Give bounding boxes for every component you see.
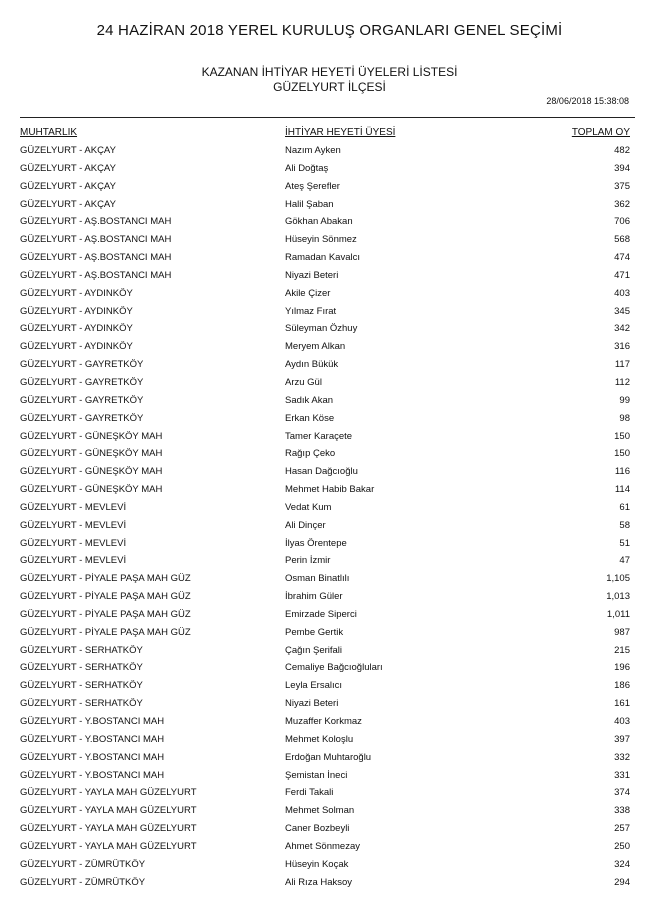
cell-uye: Ramadan Kavalcı xyxy=(285,252,360,264)
cell-uye: Çağın Şerifali xyxy=(285,644,343,656)
cell-toplam-oy: 324 xyxy=(614,858,630,870)
report-timestamp: 28/06/2018 15:38:08 xyxy=(546,96,629,106)
cell-uye: Erkan Köse xyxy=(285,412,335,424)
cell-muhtarlik: GÜZELYURT - GAYRETKÖY xyxy=(20,394,144,406)
table-row xyxy=(20,285,630,303)
cell-toplam-oy: 116 xyxy=(614,466,630,478)
cell-muhtarlik: GÜZELYURT - PİYALE PAŞA MAH GÜZ xyxy=(20,573,191,585)
table-row xyxy=(20,677,630,695)
cell-muhtarlik: GÜZELYURT - SERHATKÖY xyxy=(20,698,143,710)
cell-muhtarlik: GÜZELYURT - YAYLA MAH GÜZELYURT xyxy=(20,823,197,835)
cell-uye: Mehmet Solman xyxy=(285,805,355,817)
cell-uye: Halil Şaban xyxy=(285,198,334,210)
cell-uye: Ferdi Takali xyxy=(285,787,334,799)
cell-muhtarlik: GÜZELYURT - GÜNEŞKÖY MAH xyxy=(20,484,163,496)
table-row xyxy=(20,695,630,713)
cell-toplam-oy: 150 xyxy=(614,448,630,460)
cell-uye: Ali Dinçer xyxy=(285,519,326,531)
cell-toplam-oy: 186 xyxy=(614,680,630,692)
cell-uye: Vedat Kum xyxy=(285,501,332,513)
cell-uye: Akile Çizer xyxy=(285,287,331,299)
cell-muhtarlik: GÜZELYURT - PİYALE PAŞA MAH GÜZ xyxy=(20,626,191,638)
cell-toplam-oy: 61 xyxy=(619,501,630,513)
cell-toplam-oy: 474 xyxy=(614,252,630,264)
column-header-oy: TOPLAM OY xyxy=(571,127,630,138)
cell-uye: Arzu Gül xyxy=(285,376,322,388)
cell-toplam-oy: 161 xyxy=(614,698,630,710)
cell-toplam-oy: 362 xyxy=(614,198,630,210)
results-table xyxy=(20,142,630,891)
cell-uye: Ahmet Sönmezay xyxy=(285,840,360,852)
cell-muhtarlik: GÜZELYURT - SERHATKÖY xyxy=(20,644,143,656)
table-row xyxy=(20,178,630,196)
table-row xyxy=(20,320,630,338)
cell-toplam-oy: 112 xyxy=(614,376,630,388)
cell-toplam-oy: 482 xyxy=(614,145,630,156)
cell-uye: Hüseyin Sönmez xyxy=(285,234,357,246)
table-row xyxy=(20,160,630,178)
table-row xyxy=(20,588,630,606)
column-header-uye: İHTİYAR HEYETİ ÜYESİ xyxy=(285,127,396,138)
cell-uye: Emirzade Siperci xyxy=(285,608,357,620)
cell-muhtarlik: GÜZELYURT - Y.BOSTANCI MAH xyxy=(20,769,165,781)
table-row xyxy=(20,856,630,874)
cell-toplam-oy: 332 xyxy=(614,751,630,763)
cell-uye: Meryem Alkan xyxy=(285,341,346,353)
cell-toplam-oy: 316 xyxy=(614,341,630,353)
cell-uye: Ali Rıza Haksoy xyxy=(285,876,353,888)
table-row xyxy=(20,267,630,285)
cell-muhtarlik: GÜZELYURT - Y.BOSTANCI MAH xyxy=(20,733,165,745)
cell-toplam-oy: 98 xyxy=(619,412,630,424)
table-row xyxy=(20,499,630,517)
cell-toplam-oy: 397 xyxy=(614,733,630,745)
cell-muhtarlik: GÜZELYURT - GAYRETKÖY xyxy=(20,412,144,424)
cell-muhtarlik: GÜZELYURT - MEVLEVİ xyxy=(20,501,127,513)
cell-toplam-oy: 47 xyxy=(619,555,630,567)
cell-muhtarlik: GÜZELYURT - PİYALE PAŞA MAH GÜZ xyxy=(20,608,191,620)
table-row xyxy=(20,517,630,535)
cell-muhtarlik: GÜZELYURT - Y.BOSTANCI MAH xyxy=(20,751,165,763)
table-row xyxy=(20,802,630,820)
table-row xyxy=(20,552,630,570)
cell-uye: Yılmaz Fırat xyxy=(285,305,337,317)
cell-uye: Muzaffer Korkmaz xyxy=(285,716,362,727)
table-row xyxy=(20,749,630,767)
table-row xyxy=(20,249,630,267)
cell-uye: Pembe Gertik xyxy=(285,626,344,638)
cell-uye: Gökhan Abakan xyxy=(285,216,353,228)
table-row xyxy=(20,445,630,463)
cell-toplam-oy: 342 xyxy=(614,323,630,335)
cell-muhtarlik: GÜZELYURT - MEVLEVİ xyxy=(20,519,127,531)
cell-uye: Mehmet Habib Bakar xyxy=(285,484,375,496)
header-divider xyxy=(20,117,635,118)
table-row xyxy=(20,374,630,392)
cell-muhtarlik: GÜZELYURT - YAYLA MAH GÜZELYURT xyxy=(20,787,197,799)
table-row xyxy=(20,213,630,231)
cell-uye: İbrahim Güler xyxy=(285,591,343,603)
cell-toplam-oy: 375 xyxy=(614,180,630,192)
cell-uye: Cemaliye Bağcıoğluları xyxy=(285,662,383,674)
cell-toplam-oy: 331 xyxy=(614,769,630,781)
cell-toplam-oy: 51 xyxy=(619,537,630,549)
cell-muhtarlik: GÜZELYURT - AYDINKÖY xyxy=(20,305,133,317)
cell-toplam-oy: 250 xyxy=(614,840,630,852)
table-row xyxy=(20,338,630,356)
table-row xyxy=(20,731,630,749)
cell-uye: Rağıp Çeko xyxy=(285,448,336,460)
district-title: GÜZELYURT İLÇESİ xyxy=(273,80,386,94)
cell-uye: Sadık Akan xyxy=(285,394,334,406)
cell-toplam-oy: 150 xyxy=(614,430,630,442)
cell-muhtarlik: GÜZELYURT - GAYRETKÖY xyxy=(20,376,144,388)
table-row xyxy=(20,642,630,660)
table-row xyxy=(20,874,630,892)
cell-uye: Leyla Ersalıcı xyxy=(285,680,343,692)
cell-muhtarlik: GÜZELYURT - YAYLA MAH GÜZELYURT xyxy=(20,805,197,817)
cell-uye: Hüseyin Koçak xyxy=(285,858,349,870)
table-row xyxy=(20,767,630,785)
cell-uye: Nazım Ayken xyxy=(285,145,341,156)
cell-uye: Niyazi Beteri xyxy=(285,698,339,710)
cell-uye: Süleyman Özhuy xyxy=(285,323,358,335)
cell-toplam-oy: 215 xyxy=(614,644,630,656)
cell-uye: Aydın Bükük xyxy=(285,359,339,371)
cell-muhtarlik: GÜZELYURT - AKÇAY xyxy=(20,145,116,156)
cell-muhtarlik: GÜZELYURT - AYDINKÖY xyxy=(20,287,133,299)
cell-muhtarlik: GÜZELYURT - AKÇAY xyxy=(20,198,116,210)
cell-muhtarlik: GÜZELYURT - AKÇAY xyxy=(20,162,116,174)
cell-muhtarlik: GÜZELYURT - ZÜMRÜTKÖY xyxy=(20,858,146,870)
cell-uye: Ali Doğtaş xyxy=(285,162,329,174)
table-row xyxy=(20,356,630,374)
cell-toplam-oy: 394 xyxy=(614,162,630,174)
cell-uye: Şemistan İneci xyxy=(285,769,348,781)
cell-toplam-oy: 117 xyxy=(614,359,630,371)
cell-toplam-oy: 114 xyxy=(614,484,630,496)
cell-toplam-oy: 338 xyxy=(614,805,630,817)
cell-muhtarlik: GÜZELYURT - SERHATKÖY xyxy=(20,680,143,692)
table-row xyxy=(20,820,630,838)
cell-muhtarlik: GÜZELYURT - ZÜMRÜTKÖY xyxy=(20,876,146,888)
table-row xyxy=(20,142,630,160)
table-header xyxy=(20,127,630,141)
table-row xyxy=(20,196,630,214)
cell-toplam-oy: 987 xyxy=(614,626,630,638)
table-row xyxy=(20,535,630,553)
table-row xyxy=(20,713,630,731)
table-row xyxy=(20,392,630,410)
cell-toplam-oy: 99 xyxy=(619,394,630,406)
cell-muhtarlik: GÜZELYURT - YAYLA MAH GÜZELYURT xyxy=(20,840,197,852)
cell-toplam-oy: 1,105 xyxy=(606,573,630,585)
cell-muhtarlik: GÜZELYURT - AŞ.BOSTANCI MAH xyxy=(20,234,172,246)
document-title: 24 HAZİRAN 2018 YEREL KURULUŞ ORGANLARI GENEL SEÇİMİ xyxy=(96,22,563,39)
cell-toplam-oy: 403 xyxy=(614,716,630,727)
cell-muhtarlik: GÜZELYURT - SERHATKÖY xyxy=(20,662,143,674)
table-row xyxy=(20,624,630,642)
cell-toplam-oy: 568 xyxy=(614,234,630,246)
cell-toplam-oy: 196 xyxy=(614,662,630,674)
cell-uye: Osman Binatlılı xyxy=(285,573,350,585)
cell-toplam-oy: 1,013 xyxy=(606,591,630,603)
cell-uye: Erdoğan Muhtaroğlu xyxy=(285,751,372,763)
cell-toplam-oy: 471 xyxy=(614,269,630,281)
cell-muhtarlik: GÜZELYURT - MEVLEVİ xyxy=(20,555,127,567)
cell-toplam-oy: 345 xyxy=(614,305,630,317)
table-row xyxy=(20,303,630,321)
table-row xyxy=(20,410,630,428)
cell-muhtarlik: GÜZELYURT - AYDINKÖY xyxy=(20,341,133,353)
cell-muhtarlik: GÜZELYURT - GÜNEŞKÖY MAH xyxy=(20,448,163,460)
cell-muhtarlik: GÜZELYURT - AŞ.BOSTANCI MAH xyxy=(20,216,172,228)
table-row xyxy=(20,231,630,249)
cell-muhtarlik: GÜZELYURT - PİYALE PAŞA MAH GÜZ xyxy=(20,591,191,603)
cell-muhtarlik: GÜZELYURT - GAYRETKÖY xyxy=(20,359,144,371)
cell-toplam-oy: 58 xyxy=(619,519,630,531)
cell-muhtarlik: GÜZELYURT - AŞ.BOSTANCI MAH xyxy=(20,269,172,281)
cell-uye: Caner Bozbeyli xyxy=(285,823,350,835)
cell-muhtarlik: GÜZELYURT - AYDINKÖY xyxy=(20,323,133,335)
cell-toplam-oy: 257 xyxy=(614,823,630,835)
cell-muhtarlik: GÜZELYURT - MEVLEVİ xyxy=(20,537,127,549)
cell-uye: Hasan Dağcıoğlu xyxy=(285,466,358,478)
cell-toplam-oy: 1,011 xyxy=(606,608,630,620)
table-row xyxy=(20,659,630,677)
cell-toplam-oy: 374 xyxy=(614,787,630,799)
table-row xyxy=(20,463,630,481)
cell-uye: İlyas Örentepe xyxy=(285,537,347,549)
cell-uye: Tamer Karaçete xyxy=(285,430,353,442)
cell-uye: Niyazi Beteri xyxy=(285,269,339,281)
cell-muhtarlik: GÜZELYURT - AŞ.BOSTANCI MAH xyxy=(20,252,172,264)
cell-muhtarlik: GÜZELYURT - GÜNEŞKÖY MAH xyxy=(20,430,163,442)
cell-toplam-oy: 403 xyxy=(614,287,630,299)
table-row xyxy=(20,428,630,446)
cell-muhtarlik: GÜZELYURT - GÜNEŞKÖY MAH xyxy=(20,466,163,478)
table-row xyxy=(20,570,630,588)
cell-toplam-oy: 294 xyxy=(614,876,630,888)
cell-muhtarlik: GÜZELYURT - Y.BOSTANCI MAH xyxy=(20,716,165,727)
table-row xyxy=(20,606,630,624)
table-row xyxy=(20,838,630,856)
cell-uye: Perin İzmir xyxy=(285,555,331,567)
table-row xyxy=(20,481,630,499)
list-title: KAZANAN İHTİYAR HEYETİ ÜYELERİ LİSTESİ xyxy=(201,65,458,79)
table-row xyxy=(20,784,630,802)
column-header-muhtarlik: MUHTARLIK xyxy=(20,127,78,138)
cell-toplam-oy: 706 xyxy=(614,216,630,228)
cell-uye: Mehmet Koloşlu xyxy=(285,733,354,745)
cell-muhtarlik: GÜZELYURT - AKÇAY xyxy=(20,180,116,192)
cell-uye: Ateş Şerefler xyxy=(285,180,340,192)
